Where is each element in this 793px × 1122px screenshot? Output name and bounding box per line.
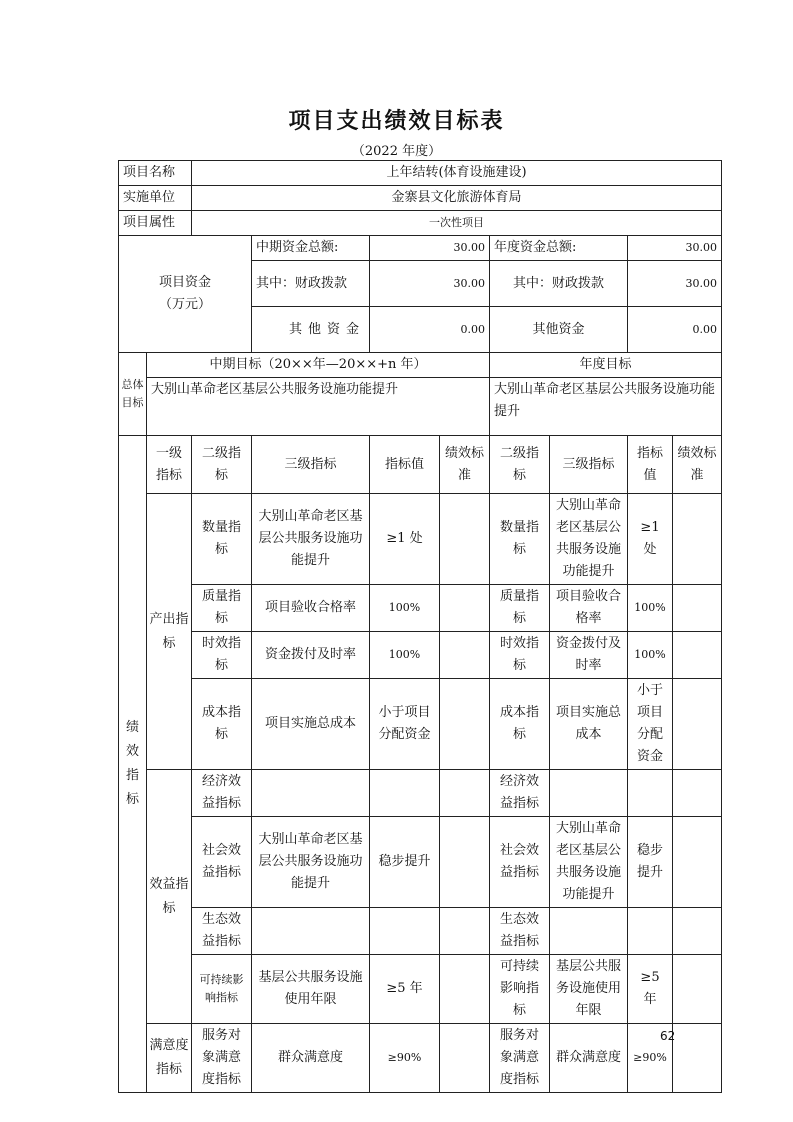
row-standard [440,770,490,817]
year-total-value: 30.00 [628,236,722,261]
header-level2-year: 二级指标 [490,436,550,494]
year-fiscal-label: 其中：财政拨款 [490,261,628,307]
row-l2-year: 经济效益指标 [490,770,550,817]
row-standard-year [673,585,722,632]
table-row [119,1024,722,1093]
row-standard [440,908,490,955]
row-l3 [252,770,370,817]
row-value-year: ≥5 年 [628,955,673,1024]
row-l2: 时效指标 [192,632,252,679]
table-row [119,585,722,632]
goals-header-row [119,353,722,378]
table-row [119,632,722,679]
mid-fiscal-value: 30.00 [370,261,490,307]
funds-label [119,236,252,353]
table-row [119,770,722,817]
row-standard [440,817,490,908]
row-l2-year: 成本指标 [490,679,550,770]
row-l2: 经济效益指标 [192,770,252,817]
row-standard-year [673,817,722,908]
year-total-label: 年度资金总额: [490,236,628,261]
row-l2-year: 数量指标 [490,494,550,585]
row-l3: 大别山革命老区基层公共服务设施功能提升 [252,494,370,585]
header-level3-year: 三级指标 [550,436,628,494]
row-l3-year: 群众满意度 [550,1024,628,1093]
row-l3-year [550,908,628,955]
row-standard-year [673,908,722,955]
satisfaction-label: 满意度指标 [147,1024,192,1093]
header-value: 指标值 [370,436,440,494]
unit-row [119,186,722,211]
benefit-label: 效益指标 [147,770,192,1024]
row-l2-year: 生态效益指标 [490,908,550,955]
row-l2-year: 社会效益指标 [490,817,550,908]
row-standard [440,585,490,632]
row-value: ≥1 处 [370,494,440,585]
year-goal-text: 大别山革命老区基层公共服务设施功能提升 [490,378,722,436]
mid-other-label: 其他资金 [252,307,370,353]
row-standard-year [673,632,722,679]
table-row [119,955,722,1024]
header-level2: 二级指标 [192,436,252,494]
funds-label-line1: 项目资金 [159,275,212,290]
page-number: 62 [660,1029,676,1043]
mid-fiscal-label: 其中：财政拨款 [252,261,370,307]
mid-total-label: 中期资金总额: [252,236,370,261]
perf-header-row [119,436,722,494]
header-value-year: 指标值 [628,436,673,494]
row-l2: 生态效益指标 [192,908,252,955]
goals-label: 总体目标 [119,353,147,436]
table-row [119,817,722,908]
row-l2: 社会效益指标 [192,817,252,908]
table-row [119,908,722,955]
row-value: 100% [370,632,440,679]
mid-goal-text: 大别山革命老区基层公共服务设施功能提升 [147,378,490,436]
row-l3: 基层公共服务设施使用年限 [252,955,370,1024]
row-l3: 资金拨付及时率 [252,632,370,679]
year-fiscal-value: 30.00 [628,261,722,307]
row-value-year: ≥1 处 [628,494,673,585]
row-l3 [252,908,370,955]
row-l2-year: 服务对象满意度指标 [490,1024,550,1093]
row-l3-year [550,770,628,817]
mid-goal-header: 中期目标（20××年—20××+n 年） [147,353,490,378]
row-standard [440,955,490,1024]
row-l3: 大别山革命老区基层公共服务设施功能提升 [252,817,370,908]
row-l2: 质量指标 [192,585,252,632]
row-value: 小于项目分配资金 [370,679,440,770]
unit-value: 金寨县文化旅游体育局 [192,186,722,211]
row-value-year: 稳步提升 [628,817,673,908]
unit-label: 实施单位 [119,186,192,211]
row-value: ≥5 年 [370,955,440,1024]
row-l2: 可持续影响指标 [192,955,252,1024]
funds-row-total [119,236,722,261]
row-l2-year: 质量指标 [490,585,550,632]
attr-label: 项目属性 [119,211,192,236]
row-l3: 群众满意度 [252,1024,370,1093]
row-value-year [628,770,673,817]
row-standard-year [673,1024,722,1093]
year-label: （2022 年度） [351,144,442,159]
row-l2-year: 可持续影响指标 [490,955,550,1024]
row-l3: 项目验收合格率 [252,585,370,632]
project-name-label: 项目名称 [119,161,192,186]
year-goal-header: 年度目标 [490,353,722,378]
row-value: 100% [370,585,440,632]
page-title: 项目支出绩效目标表 [288,109,505,134]
row-l3-year: 项目验收合格率 [550,585,628,632]
funds-label-line2: （万元） [159,297,212,312]
row-value-year [628,908,673,955]
project-name-row [119,161,722,186]
row-l3-year: 项目实施总成本 [550,679,628,770]
row-l3-year: 资金拨付及时率 [550,632,628,679]
row-standard [440,679,490,770]
row-l2: 服务对象满意度指标 [192,1024,252,1093]
table-row [119,679,722,770]
year-other-value: 0.00 [628,307,722,353]
row-standard-year [673,494,722,585]
row-standard [440,632,490,679]
row-value-year: 100% [628,585,673,632]
row-l2: 数量指标 [192,494,252,585]
row-value-year: ≥90% [628,1024,673,1093]
output-label: 产出指标 [147,494,192,770]
row-value: ≥90% [370,1024,440,1093]
row-standard [440,494,490,585]
mid-other-value: 0.00 [370,307,490,353]
row-l3-year: 基层公共服务设施使用年限 [550,955,628,1024]
row-value [370,770,440,817]
row-value: 稳步提升 [370,817,440,908]
table-row [119,494,722,585]
attr-row [119,211,722,236]
row-l2-year: 时效指标 [490,632,550,679]
goals-text-row [119,378,722,436]
year-other-label: 其他资金 [490,307,628,353]
row-value [370,908,440,955]
performance-table [118,160,722,1093]
header-standard-year: 绩效标准 [673,436,722,494]
perf-label: 绩效指标 [119,436,147,1093]
header-standard: 绩效标准 [440,436,490,494]
row-l3: 项目实施总成本 [252,679,370,770]
row-value-year: 小于项目分配资金 [628,679,673,770]
row-l3-year: 大别山革命老区基层公共服务设施功能提升 [550,494,628,585]
row-standard-year [673,770,722,817]
attr-value: 一次性项目 [192,211,722,236]
row-l3-year: 大别山革命老区基层公共服务设施功能提升 [550,817,628,908]
mid-total-value: 30.00 [370,236,490,261]
row-l2: 成本指标 [192,679,252,770]
row-value-year: 100% [628,632,673,679]
header-level1: 一级指标 [147,436,192,494]
row-standard-year [673,679,722,770]
project-name-value: 上年结转(体育设施建设) [192,161,722,186]
row-standard-year [673,955,722,1024]
header-level3: 三级指标 [252,436,370,494]
row-standard [440,1024,490,1093]
